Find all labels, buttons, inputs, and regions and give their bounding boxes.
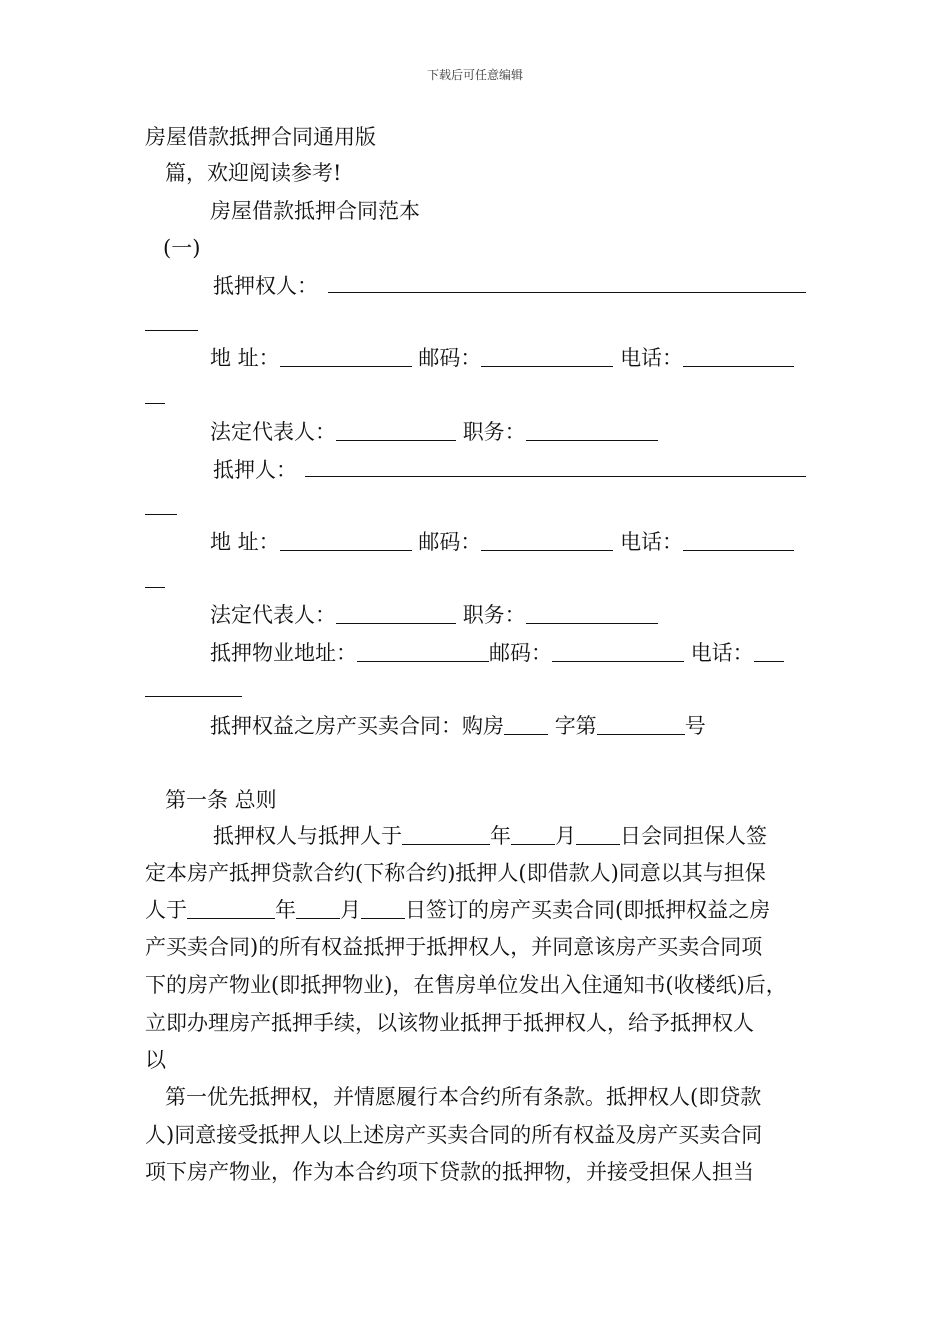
intro-line: 篇，欢迎阅读参考! — [165, 161, 342, 185]
phone-label: 电话： — [620, 530, 684, 554]
contract-hao: 号 — [684, 714, 706, 738]
part-number: (一) — [163, 236, 201, 260]
mortgagor-address-row — [210, 527, 794, 557]
year-blank — [187, 896, 275, 919]
postcode-label: 邮码： — [418, 530, 482, 554]
mortgagor-rep-row — [210, 600, 658, 630]
article1-line-1 — [213, 821, 767, 851]
text-fragment: 年 — [275, 898, 296, 922]
phone-blank — [683, 528, 794, 551]
property-postcode-blank — [552, 639, 684, 662]
mortgagor-blank — [305, 476, 806, 477]
contract-row — [210, 711, 706, 741]
postcode-label: 邮码： — [418, 346, 482, 370]
rep-label: 法定代表人： — [210, 603, 336, 627]
month-blank — [511, 822, 555, 845]
article1-line-4: 产买卖合同)的所有权益抵押于抵押权人，并同意该房产买卖合同项 — [145, 935, 763, 959]
text-fragment: 日签订的房产买卖合同(即抵押权益之房 — [405, 898, 771, 922]
text-fragment: 抵押权人与抵押人于 — [213, 824, 402, 848]
mortgagor-label: 抵押人： — [213, 458, 297, 482]
text-fragment: 年 — [490, 824, 511, 848]
text-fragment: 月 — [555, 824, 576, 848]
year-blank — [402, 822, 490, 845]
phone-label: 电话： — [620, 346, 684, 370]
day-blank — [576, 822, 620, 845]
contract-label: 抵押权益之房产买卖合同：购房 — [210, 714, 504, 738]
postcode-blank — [481, 528, 613, 551]
rep-label: 法定代表人： — [210, 420, 336, 444]
mortgagee-blank — [328, 292, 806, 293]
contract-prefix-blank — [504, 712, 548, 735]
mortgagee-rep-row — [210, 417, 658, 447]
month-blank — [296, 896, 340, 919]
text-fragment: 日会同担保人签 — [620, 824, 767, 848]
position-label: 职务： — [462, 420, 526, 444]
property-postcode-label: 邮码： — [489, 641, 552, 665]
article1-line-7: 以 — [145, 1048, 166, 1072]
doc-subtitle: 房屋借款抵押合同范本 — [210, 199, 420, 223]
address-blank — [280, 528, 412, 551]
address-label: 地 址： — [210, 346, 280, 370]
position-blank — [526, 418, 658, 441]
article1-line-10: 项下房产物业，作为本合约项下贷款的抵押物，并接受担保人担当 — [145, 1160, 754, 1184]
property-address-blank — [357, 639, 489, 662]
article1-line-8: 第一优先抵押权，并情愿履行本合约所有条款。抵押权人(即贷款 — [165, 1085, 762, 1109]
rep-blank — [336, 601, 456, 624]
article1-line-9: 人)同意接受抵押人以上述房产买卖合同的所有权益及房产买卖合同 — [145, 1123, 763, 1147]
mortgagor-phone-blank-cont — [145, 587, 165, 588]
article1-heading: 第一条 总则 — [165, 788, 277, 812]
mortgagor-blank-cont — [145, 514, 177, 515]
postcode-blank — [481, 344, 613, 367]
mortgagee-phone-blank-cont — [145, 403, 165, 404]
text-fragment: 人于 — [145, 898, 187, 922]
position-blank — [526, 601, 658, 624]
mortgagee-label: 抵押权人： — [213, 274, 318, 298]
article1-line-6: 立即办理房产抵押手续，以该物业抵押于抵押权人，给予抵押权人 — [145, 1011, 754, 1035]
position-label: 职务： — [462, 603, 526, 627]
address-blank — [280, 344, 412, 367]
article1-line-5: 下的房产物业(即抵押物业)，在售房单位发出入住通知书(收楼纸)后， — [145, 973, 787, 997]
address-label: 地 址： — [210, 530, 280, 554]
property-address-label: 抵押物业地址： — [210, 641, 357, 665]
article1-line-3 — [145, 895, 770, 925]
property-phone-label: 电话： — [690, 641, 754, 665]
mortgagee-address-row — [210, 343, 794, 373]
day-blank — [361, 896, 405, 919]
header-note: 下载后可任意编辑 — [426, 68, 523, 82]
property-row — [210, 638, 784, 668]
phone-blank — [683, 344, 794, 367]
mortgagee-blank-cont — [145, 330, 198, 331]
rep-blank — [336, 418, 456, 441]
property-phone-blank-cont — [145, 696, 242, 697]
contract-number-blank — [597, 712, 685, 735]
article1-line-2: 定本房产抵押贷款合约(下称合约)抵押人(即借款人)同意以其与担保 — [145, 861, 766, 885]
doc-title: 房屋借款抵押合同通用版 — [145, 125, 376, 149]
property-phone-blank — [754, 639, 784, 662]
contract-zi: 字第 — [554, 714, 597, 738]
text-fragment: 月 — [340, 898, 361, 922]
